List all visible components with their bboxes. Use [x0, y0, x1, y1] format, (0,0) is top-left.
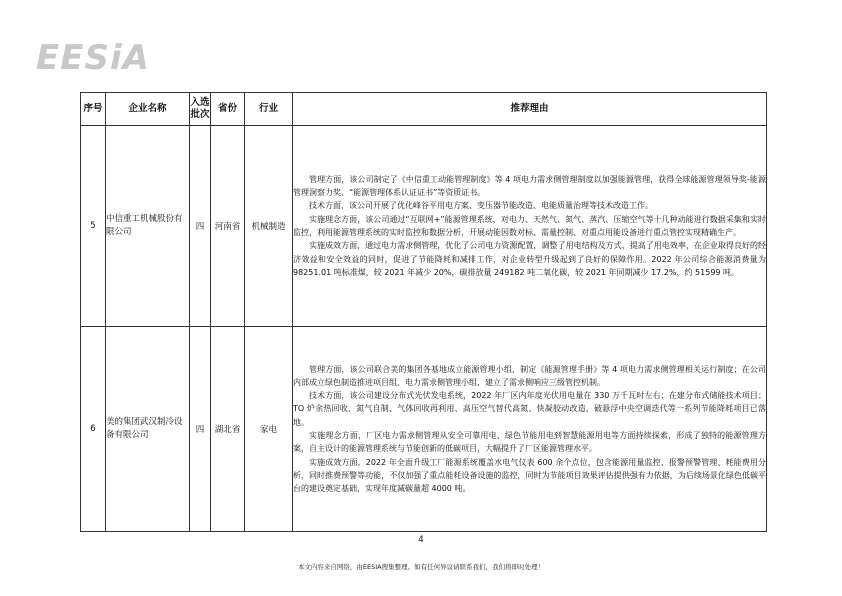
- reason-paragraph-technology: 技术方面，该公司开展了优化峰谷平用电方案、变压器节能改造、电能质量治理等技术改造工作。: [309, 201, 653, 211]
- page-number: 4: [418, 535, 424, 545]
- row-seq: 5: [81, 126, 106, 327]
- header-batch: 入选批次: [190, 93, 211, 126]
- row-reason: [293, 126, 767, 327]
- row-reason: [293, 327, 767, 532]
- row-company: 中信重工机械股份有限公司: [106, 126, 190, 327]
- header-province: 省份: [211, 93, 245, 126]
- row-province: 湖北省: [211, 327, 245, 532]
- reason-paragraph-results: 实施成效方面，2022 年全面升级工厂能源系统覆盖水电气仪表 600 余个点位，包含能源用量监控、报警预警管理、耗能费用分析，同时推费预警等功能，不仅加强了重点能耗设备设施的监控，同时为节能项目效果评估提供强有力依据，为后续场景化绿色低碳平台的建设奠定基础，实现年度减碳量超 4000 吨。: [293, 457, 766, 494]
- enterprise-table: [80, 92, 767, 532]
- table-row: [81, 126, 767, 327]
- reason-paragraph-technology: 技术方面，该公司建设分布式光伏发电系统，2022 年厂区内年度光伏用电量在 330 万千瓦时左右；在建分布式储能技术项目；TO 炉余热回收、氮气自制、气体回收再利用、高压空气替代高氮、快凝胶动改造、破悬浮中央空调迭代等一系列节能降耗项目已落地。: [293, 391, 766, 427]
- reason-paragraph-management: 管理方面，该公司制定了《中信重工动能管理制度》等 4 项电力需求侧管理制度以加强能源管理，获得全球能源管理领导奖-能源管理洞察力奖、“能源管理体系认证证书”等资质证书。: [293, 174, 766, 198]
- header-industry: 行业: [245, 93, 293, 126]
- row-province: 河南省: [211, 126, 245, 327]
- table-header-row: [81, 93, 767, 126]
- row-seq: 6: [81, 327, 106, 532]
- reason-paragraph-concept: 实施理念方面，厂区电力需求侧管理从安全可靠用电、绿色节能用电到智慧能源用电等方面持续探索，形成了独特的能源管理方案，自主设计的能源管理系统与节能创新的低碳项目，大幅提升了厂区能源管理水平。: [293, 431, 766, 454]
- footer-disclaimer: 本文内容来自网络，由EESIA搜集整理。如有任何异议请联系我们，我们将即时处理！: [297, 563, 545, 571]
- reason-paragraph-results: 实施成效方面，通过电力需求侧管理，优化了公司电力资源配置，调整了用电结构及方式，提高了用电效率，在企业取得良好的经济效益和安全效益的同时，促进了节能降耗和减排工作，对企业转型升级起到了良好的保障作用。2022 年公司综合能源消费量为 98251.01 吨标准煤，较 2021 年减少 20%，碳排放量 249182 吨二氧化碳，较 2021 年同期减少 17.2%，约 51599 吨。: [293, 241, 766, 277]
- header-seq: 序号: [81, 93, 106, 126]
- row-batch: 四: [190, 327, 211, 532]
- header-reason: 推荐理由: [293, 93, 767, 126]
- reason-paragraph-concept: 实施理念方面，该公司通过“互联网+”能源管理系统，对电力、天然气、氮气、蒸汽、压缩空气等十几种动能进行数据采集和实时监控，利用能源管理系统的实时监控和数据分析，开展动能因数对标、需量控制、对重点用能设备进行重点管控实现精确生产。: [293, 214, 766, 237]
- eesia-logo: EESiA: [36, 38, 150, 78]
- table-row: [81, 327, 767, 532]
- row-batch: 四: [190, 126, 211, 327]
- row-industry: 机械制造: [245, 126, 293, 327]
- reason-paragraph-management: 管理方面，该公司联合美的集团各基地成立能源管理小组，制定《能源管理手册》等 4 项电力需求侧管理相关运行制度；在公司内部成立绿色制造推进项目组、电力需求侧管理小组，建立了需求侧响应三级管控机制。: [293, 364, 766, 387]
- row-company: 美的集团武汉制冷设备有限公司: [106, 327, 190, 532]
- row-industry: 家电: [245, 327, 293, 532]
- header-company: 企业名称: [106, 93, 190, 126]
